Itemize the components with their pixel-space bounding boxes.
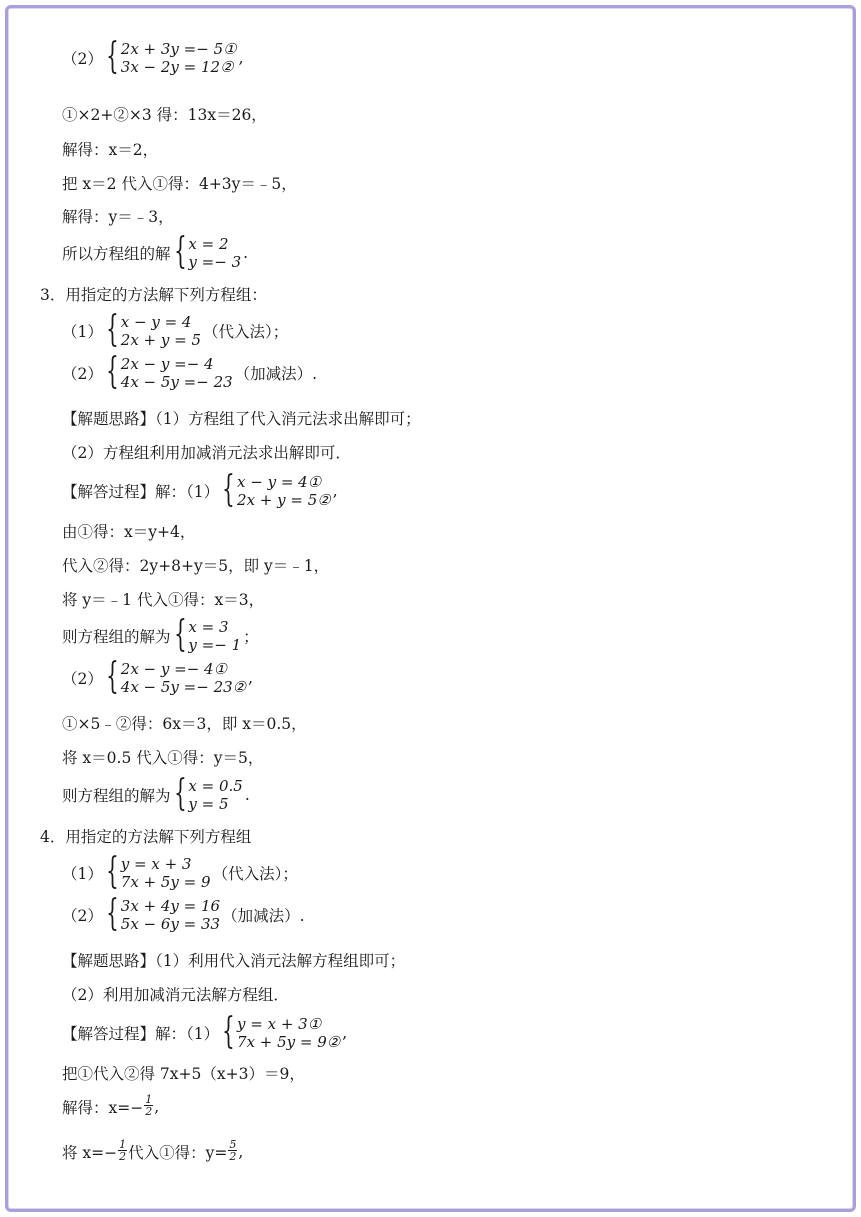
fraction-numerator: 1 [145,1093,153,1106]
line-post: , [238,49,244,67]
text-line [62,588,264,610]
text-line [62,1062,305,1084]
brace-icon: { [106,351,119,392]
equation-row: 3x − 2y = 12② [120,58,234,76]
text-line [62,407,421,429]
line-post: （加减法）. [234,365,318,383]
line-pre: 解得：x=− [62,1098,144,1117]
text-line [62,949,405,971]
text-line [62,231,249,272]
equation-row: x − y = 4 [120,313,192,331]
text-line [62,554,329,576]
fraction [118,1139,127,1162]
equation-system [105,309,202,350]
text-line [62,36,244,77]
equation-row: 3x + 4y = 16 [120,897,221,915]
text-line [62,614,259,655]
line-mid: 代入①得：y= [128,1143,228,1162]
line-pre: （2） [62,50,103,68]
line-text: 4．用指定的方法解下列方程组 [40,828,252,846]
equation-row: 2x + y = 5② [237,491,331,509]
equation-row: 4x − 5y =− 23② [120,678,247,696]
line-text: 代入②得：2y+8+y＝5，即 y＝﹣1， [62,557,330,575]
line-pre: （1） [62,323,103,341]
text-line [62,746,263,768]
text-line [62,712,307,734]
text-line [62,103,267,125]
equation-system [173,614,242,655]
line-post: . [244,786,250,804]
equation-system [105,851,211,892]
text-line [62,138,158,160]
text-line [62,1140,243,1163]
equation-row: y = x + 3① [237,1015,322,1033]
text-line [62,893,305,934]
equation-row: 2x − y =− 4① [120,660,228,678]
line-pre: （2） [62,907,103,925]
text-line [62,983,289,1005]
brace-icon: { [106,851,119,892]
line-pre: （2） [62,365,103,383]
equation-system [221,1011,341,1052]
line-post: , [154,1097,160,1116]
text-line [62,469,338,510]
line-text: 将 x＝0.5 代入①得：y＝5， [62,749,264,767]
text-line [62,205,174,227]
text-line [62,441,351,463]
equation-system [221,469,331,510]
equation-row: x = 3 [188,618,229,636]
line-text: （2）方程组利用加减消元法求出解即可． [62,444,351,462]
line-text: 把①代入②得 7x+5（x+3）＝9， [62,1065,305,1083]
line-post: （代入法）； [212,865,298,883]
equation-row: 7x + 5y = 9② [237,1033,341,1051]
line-text: ①×5﹣②得：6x＝3，即 x＝0.5， [62,715,307,733]
line-pre: 【解答过程】解：（1） [62,483,220,501]
equation-row: y =− 1 [188,636,242,654]
equation-row: 5x − 6y = 33 [120,915,221,933]
text-line [62,851,298,892]
equation-system [105,351,233,392]
fraction-numerator: 1 [119,1138,127,1151]
line-post: , [332,482,338,500]
fraction-denominator: 2 [145,1105,153,1118]
line-text: 将 y＝﹣1 代入①得：x＝3， [62,591,265,609]
line-pre: 则方程组的解为 [62,628,171,646]
fraction [144,1094,153,1117]
text-line [40,825,251,847]
equation-row: 2x − y =− 4 [120,355,214,373]
line-text: 解得：y＝﹣3， [62,208,174,226]
equation-row: 2x + 3y =− 5① [120,40,237,58]
equation-row: y = x + 3 [120,855,192,873]
text-line [62,351,318,392]
equation-system [173,773,243,814]
line-text: （2）利用加减消元法解方程组． [62,986,289,1004]
line-text: 把 x＝2 代入①得：4+3y＝﹣5， [62,175,297,193]
equation-system [173,231,242,272]
line-post: （加减法）. [222,907,305,925]
equation-system [105,893,221,934]
fraction-denominator: 2 [229,1150,237,1163]
equation-row: x = 0.5 [188,777,243,795]
line-pre: 【解答过程】解：（1） [62,1025,220,1043]
equation-row: 4x − 5y =− 23 [120,373,233,391]
text-line [62,1011,348,1052]
line-text: 由①得：x＝y+4， [62,523,196,541]
line-pre: （1） [62,865,103,883]
text-line [62,773,250,814]
text-line [40,283,267,305]
line-pre: 将 x=− [62,1143,118,1162]
brace-icon: { [106,309,119,350]
text-line [62,656,254,697]
line-pre: 则方程组的解为 [62,787,171,805]
line-text: 【解题思路】（1）利用代入消元法解方程组即可； [62,952,406,970]
text-line [62,1095,159,1118]
brace-icon: { [173,231,187,272]
line-pre: （2） [62,670,103,688]
fraction-numerator: 5 [229,1138,237,1151]
brace-icon: { [173,773,187,814]
equation-row: x − y = 4① [237,473,322,491]
brace-icon: { [222,1011,235,1052]
line-pre: 所以方程组的解 [62,245,171,263]
equation-row: x = 2 [188,235,229,253]
line-post: , [248,669,254,687]
brace-icon: { [106,893,119,934]
line-text: 【解题思路】（1）方程组了代入消元法求出解即可； [62,410,421,428]
equation-row: 7x + 5y = 9 [120,873,211,891]
line-post: , [342,1024,348,1042]
brace-icon: { [106,656,119,697]
equation-row: 2x + y = 5 [120,331,202,349]
fraction-denominator: 2 [119,1150,127,1163]
line-text: 解得：x＝2， [62,141,159,159]
equation-system [105,656,247,697]
line-post: . [243,244,249,262]
text-line [62,172,297,194]
equation-row: y =− 3 [188,253,242,271]
brace-icon: { [173,614,187,655]
text-line [62,520,195,542]
brace-icon: { [106,36,119,77]
text-line [62,309,289,350]
brace-icon: { [222,469,235,510]
line-post: ； [243,628,259,646]
fraction [228,1139,237,1162]
equation-system [105,36,237,77]
line-post: （代入法）； [203,323,289,341]
line-post: , [238,1142,244,1161]
line-text: ①×2+②×3 得：13x＝26， [62,106,267,124]
line-text: 3．用指定的方法解下列方程组： [40,286,267,304]
equation-row: y = 5 [188,795,229,813]
